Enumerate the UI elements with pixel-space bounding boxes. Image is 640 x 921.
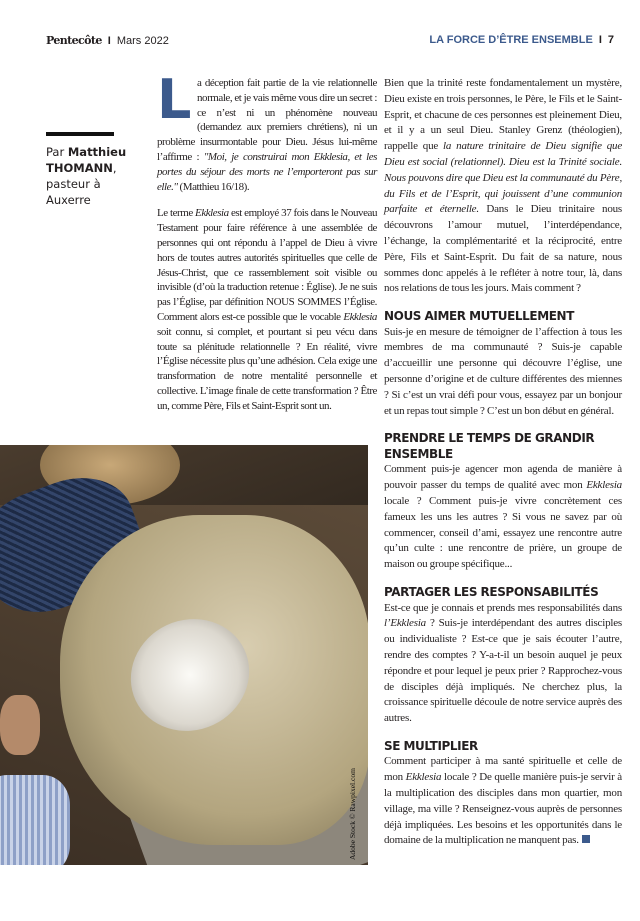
column-left <box>157 68 377 426</box>
section-heading: NOUS AIMER MUTUELLEMENT <box>384 309 574 324</box>
byline-rule <box>46 132 114 136</box>
article-photo <box>0 445 368 865</box>
text: soit connu, si complet, et pourtant si peu vécu dans toute sa plénitude relationnelle ? En réalité, vivre l’Église nécessite plus qu’une adhésion. Cela exige une transformation de notre mentalité personnelle et collective. L’image finale de cette transformation ? Être un, comme Père, Fils et Saint-Esprit sont un. <box>157 325 377 412</box>
text: Ekklesia <box>405 771 442 784</box>
text: Comment participer à ma santé spirituelle et celle de mon <box>384 755 622 784</box>
text: est employé 37 fois dans le Nouveau Testament pour faire référence à une assemblée de personnes qui ont répondu à l’appel de Dieu à vivre hors de toutes autres autorités spirituelles que celle de Jésus-Christ, que ce rassemblement soit visible ou invisible (d’où la traduction retenue : Église). Je ne suis pas l’Église, par définition NOUS SOMMES l’Église. Comment alors est-ce possible que le vocable <box>157 207 377 323</box>
text: Le terme <box>157 207 196 220</box>
intro-paragraph <box>157 68 377 194</box>
magazine-logo: Pentecôte <box>46 34 102 47</box>
end-of-article-mark <box>582 835 590 843</box>
text: ? Suis-je interdépendant des autres disciples ou individualiste ? Est-ce que je sais écouter l’autre, rendre des comptes ? Y-a-t-il un besoin auquel je peux répondre et pour lequel je peux prier ? Rapprochez-vous de disciples déjà impliqués. Ne cherchez plus, la croissance spirituelle découle de notre service auprès des autres. <box>384 617 622 725</box>
section-paragraph <box>384 754 622 849</box>
photo-hand <box>0 695 40 755</box>
section-heading: SE MULTIPLIER <box>384 738 478 753</box>
text: Ekklesia <box>195 207 229 220</box>
issue-date: Mars 2022 <box>116 34 169 47</box>
section-title: LA FORCE D’ÊTRE ENSEMBLE <box>429 34 593 46</box>
section-heading: PARTAGER LES RESPONSABILITÉS <box>384 585 599 600</box>
byline-prefix: Par <box>46 145 65 159</box>
text: Ekklesia <box>343 310 377 323</box>
text: Est-ce que je connais et prends mes responsabilités dans <box>384 601 622 614</box>
text: a déception fait partie de la vie relationnelle normale, et je vais même vous dire un secret : ce n’est ni un phénomène nouveau (demandez aux premiers chrétiens), ni un problème insurmontable pour Dieu. Jésus lui-même l’affirme : <box>157 77 377 163</box>
text: l’Ekklesia <box>384 617 426 630</box>
author-name: Matthieu THOMANN <box>46 145 127 175</box>
quote: la nature trinitaire de Dieu signifie que Dieu est social (relationnel). Dieu est la Trinité sociale. Nous pouvons dire que Dieu est la communauté du Père, du Fils et de l’Esprit, qui jouissent d’une communion parfaite et éternelle. <box>384 140 623 216</box>
author-role: , pasteur à Auxerre <box>46 161 117 207</box>
author-byline <box>46 132 146 208</box>
paragraph <box>157 206 377 413</box>
text: Dans le Dieu trinitaire nous découvrons l’amour mutuel, l’interdépendance, l’échange, la complémentarité et la réciprocité, entre Père, Fils et Saint-Esprit. Du fait de sa nature, nous sommes donc appelés à le refléter à notre tour, là, dans nos relations de tous les jours. Mais comment ? <box>384 203 623 295</box>
drop-cap: L <box>157 68 191 131</box>
text: (Matthieu 16/18). <box>177 180 250 193</box>
bible-quote: "Moi, je construirai mon Ekklesia, et les portes du séjour des morts ne l’emporteront pas sur elle." <box>157 150 377 193</box>
text: Bien que la trinité reste fondamentalement un mystère, Dieu existe en trois personnes, le Père, le Fils et le Saint-Esprit, et chacune de ces personnes est pleinement Dieu, et il y a un seul Dieu. Stanley Grenz (théologien), rappelle que <box>384 77 622 153</box>
photo-credit: Adobe Stock © Rawpixel.com <box>348 768 357 860</box>
text: locale ? Comment puis-je vivre concrètement ces fameux les uns les autres ? Si vous ne savez par où commencer, conseil d’ami, essayez une rencontre autre qu’un culte : une rencontre de prière, un groupe de maison ou groupe spécifique... <box>384 495 622 571</box>
separator: I <box>598 34 602 46</box>
section-paragraph <box>384 462 622 573</box>
page-header-left <box>46 34 169 47</box>
text: Ekklesia <box>586 479 622 492</box>
page-number: 7 <box>607 34 614 46</box>
section-heading: PRENDRE LE TEMPS DE GRANDIR ENSEMBLE <box>384 431 595 461</box>
column-right <box>384 76 622 861</box>
separator: I <box>107 34 111 47</box>
section-paragraph <box>384 601 622 727</box>
paragraph <box>384 76 622 297</box>
text: Suis-je en mesure de témoigner de l’affection à tous les membres de ma communauté ? Suis-je capable d’accueillir une personne qui découvre l’église, une personne d’origine et de culture différentes des miennes ? Si c’est un vrai défi pour vous, essayez par un bonjour et un repas tout simple ? C’est un bon début en général. <box>384 325 622 417</box>
page-header-right <box>429 34 614 46</box>
section-paragraph <box>384 325 622 420</box>
text: Comment puis-je agencer mon agenda de manière à pouvoir passer du temps de qualité avec mon <box>384 463 622 492</box>
photo-blue-sleeve <box>0 775 70 865</box>
text: locale ? De quelle manière puis-je servir à la multiplication des disciples dans mon quartier, mon village, ma ville ? Renseignez-vous auprès de personnes déjà impliquées. Les besoins et les opportunités dans le domaine de la multiplication ne manquent pas. <box>384 771 622 847</box>
